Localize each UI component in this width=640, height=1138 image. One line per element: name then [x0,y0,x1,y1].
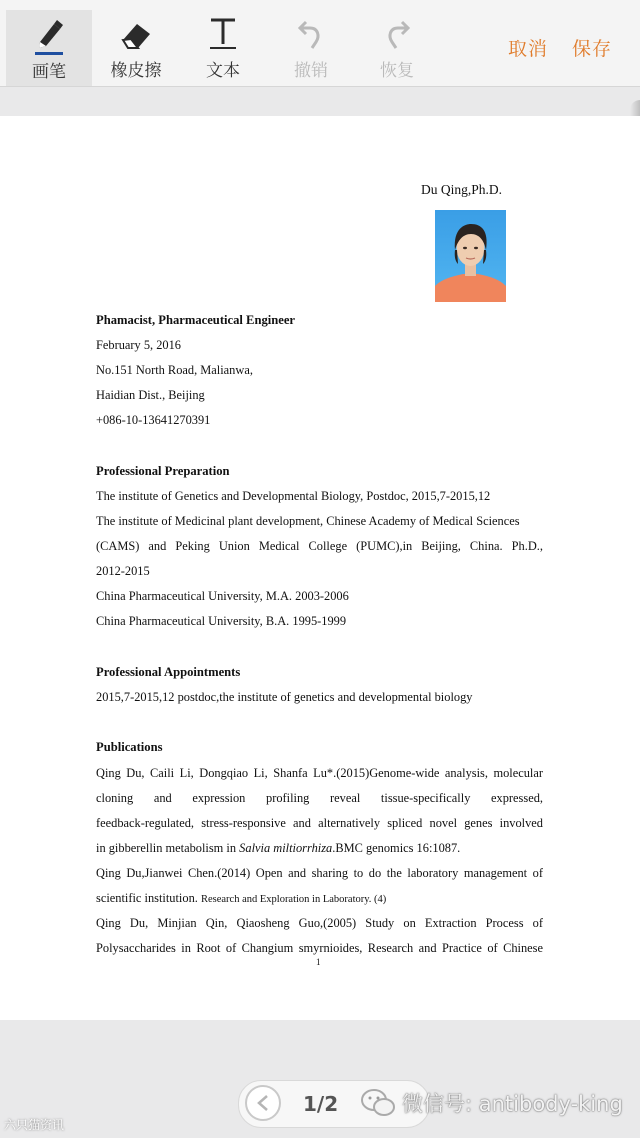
publication-line [96,841,460,856]
publication-line [96,891,386,906]
wechat-id: 微信号: antibody-king [402,1092,623,1116]
address-line-2: Haidian Dist., Beijing [96,388,205,402]
eraser-tool-label: 橡皮擦 [110,61,162,81]
portrait-photo [435,210,506,302]
chevron-left-icon [256,1094,270,1112]
section-heading-publications: Publications [96,740,163,754]
pen-tool-button[interactable] [6,10,92,86]
publication-line: Polysaccharides in Root of Changium smyrnioides, Research and Practice of Chinese [96,941,543,955]
corner-watermark: 六只猫资讯 [4,1118,65,1132]
save-button[interactable]: 保存 [572,38,613,60]
pen-icon [34,10,64,50]
publication-text: in gibberellin metabolism in [96,841,240,855]
eraser-tool-button[interactable] [93,10,179,86]
preparation-item: (CAMS) and Peking Union Medical College (PUMC),in Beijing, China. Ph.D., [96,539,543,553]
undo-icon [298,10,324,50]
document-page[interactable] [0,116,640,1020]
publication-line: Qing Du, Minjian Qin, Qiaosheng Guo,(2005) Study on Extraction Process of [96,916,543,930]
editor-toolbar [0,0,640,87]
preparation-item: The institute of Medicinal plant development, Chinese Academy of Medical Sciences [96,514,520,528]
section-heading-appointments: Professional Appointments [96,665,241,679]
publication-line: cloning and expression profiling reveal tissue-specifically expressed, [96,791,543,805]
eraser-icon [119,10,153,50]
species-name: Salvia miltiorrhiza [239,841,333,855]
undo-button[interactable] [268,10,354,86]
cancel-button[interactable]: 取消 [508,38,549,60]
previous-page-button[interactable] [245,1085,281,1121]
redo-label: 恢复 [380,61,414,81]
preparation-item: The institute of Genetics and Developmental Biology, Postdoc, 2015,7-2015,12 [96,489,491,503]
undo-label: 撤销 [294,61,328,81]
section-heading-preparation: Professional Preparation [96,464,230,478]
redo-icon [384,10,410,50]
text-tool-label: 文本 [206,61,240,81]
publication-text: scientific institution. [96,891,201,905]
appointment-item: 2015,7-2015,12 postdoc,the institute of genetics and developmental biology [96,690,473,704]
address-line-1: No.151 North Road, Malianwa, [96,363,253,377]
pen-tool-label: 画笔 [32,62,66,82]
publication-line: Qing Du, Caili Li, Dongqiao Li, Shanfa Lu*.(2015)Genome-wide analysis, molecular [96,766,543,780]
preparation-item: China Pharmaceutical University, M.A. 2003-2006 [96,589,349,603]
preparation-item: China Pharmaceutical University, B.A. 1995-1999 [96,614,347,628]
phone-line: +086-10-13641270391 [96,413,211,427]
publication-line: feedback-regulated, stress-responsive and alternatively spliced novel genes involved [96,816,543,830]
text-icon [208,10,238,50]
page-counter: 1/2 [303,1092,339,1116]
active-tool-indicator [35,52,63,55]
wechat-watermark [360,1083,623,1123]
publication-text: .BMC genomics 16:1087. [332,841,461,855]
professional-title: Phamacist, Pharmaceutical Engineer [96,313,296,327]
page-number: 1 [316,957,321,967]
wechat-icon [360,1087,396,1119]
publication-line: Qing Du,Jianwei Chen.(2014) Open and sharing to do the laboratory management of [96,866,543,880]
journal-name: Research and Exploration in Laboratory. (4) [200,894,387,905]
text-tool-button[interactable] [180,10,266,86]
preparation-item: 2012-2015 [96,564,150,578]
date-line: February 5, 2016 [96,338,181,352]
redo-button[interactable] [354,10,440,86]
author-name: Du Qing,Ph.D. [421,182,503,197]
